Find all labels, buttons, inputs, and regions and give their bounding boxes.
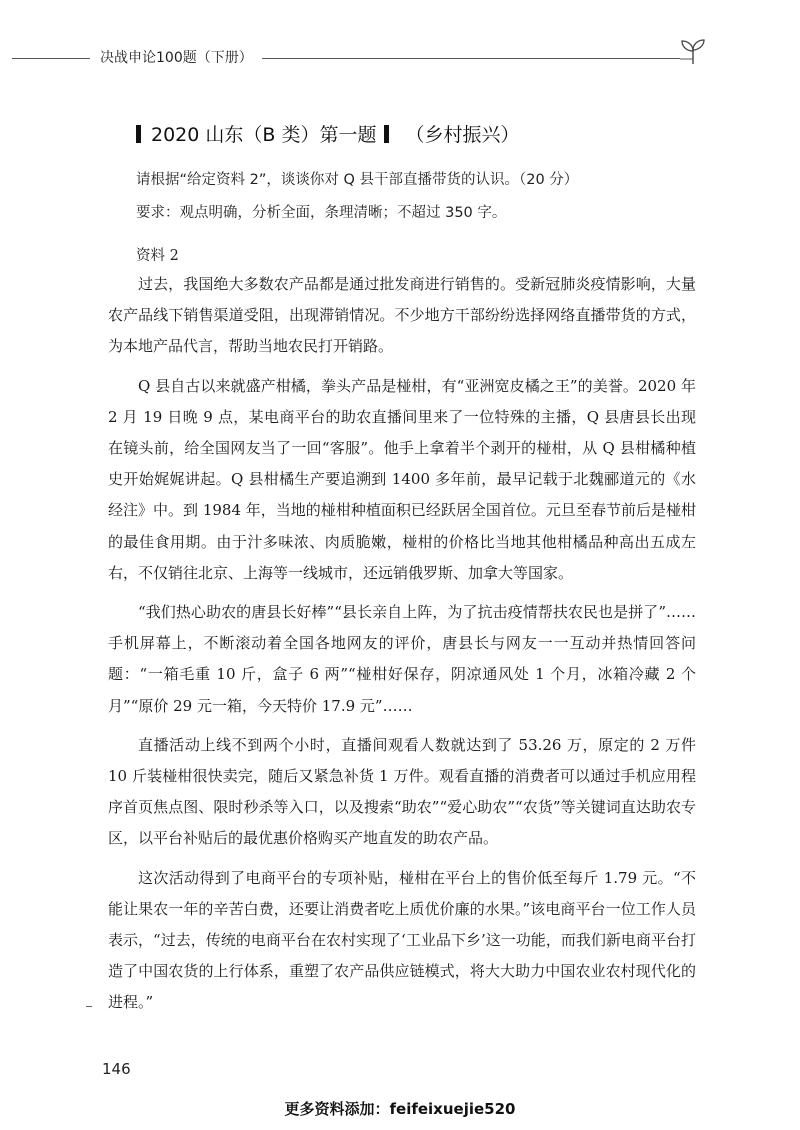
question-prompt: 请根据“给定资料 2”，谈谈你对 Q 县干部直播带货的认识。（20 分） bbox=[136, 172, 579, 188]
footer-note: 更多资料添加：feifeixuejie520 bbox=[284, 1100, 516, 1118]
book-title: 决战申论100题（下册） bbox=[100, 50, 253, 66]
section-title: 2020 山东（B 类）第一题 bbox=[151, 124, 377, 146]
question-requirement: 要求：观点明确，分析全面，条理清晰；不超过 350 字。 bbox=[136, 205, 507, 221]
sprout-icon bbox=[678, 36, 708, 66]
heading-bar-left bbox=[136, 125, 141, 143]
material-paragraph-5: 这次活动得到了电商平台的专项补贴，椪柑在平台上的售价低至每斤 1.79 元。“不能让果农一年的辛苦白费，还要让消费者吃上质优价廉的水果。”该电商平台一位工作人员表示，“过去，传统的电商平台在农村实现了‘工业品下乡’这一功能，而我们新电商平台打造了中国农货的上行体系，重塑了农产品供应链模式，将大大助力中国农业农村现代化的进程。” bbox=[108, 868, 696, 1012]
page-number: 146 bbox=[102, 1060, 131, 1078]
heading-bar-mid bbox=[384, 125, 389, 143]
header-rule-left bbox=[12, 58, 90, 59]
material-paragraph-1: 过去，我国绝大多数农产品都是通过批发商进行销售的。受新冠肺炎疫情影响，大量农产品线下销售渠道受阻，出现滞销情况。不少地方干部纷纷选择网络直播带货的方式，为本地产品代言，帮助当地农民打开销路。 bbox=[108, 275, 696, 356]
running-header bbox=[0, 36, 800, 76]
material-paragraph-4: 直播活动上线不到两个小时，直播间观看人数就达到了 53.26 万，原定的 2 万件 10 斤装椪柑很快卖完，随后又紧急补货 1 万件。观看直播的消费者可以通过手机应用程序首页焦点图、限时秒杀等入口，以及搜索“助农”“爱心助农”“农货”等关键词直达助农专区，以平台补贴后的最优惠价格购买产地直发的助农产品。 bbox=[108, 735, 696, 848]
section-topic: （乡村振兴） bbox=[405, 124, 520, 146]
material-paragraph-3: “我们热心助农的唐县长好棒”“县长亲自上阵，为了抗击疫情帮扶农民也是拼了”……手机屏幕上，不断滚动着全国各地网友的评价，唐县长与网友一一互动并热情回答问题：“一箱毛重 10 斤，盒子 6 两”“椪柑好保存，阴凉通风处 1 个月，冰箱冷藏 2 个月”“原价 29 元一箱，今天特价 17.9 元”…… bbox=[108, 603, 696, 715]
header-rule-right bbox=[262, 58, 680, 59]
material-body bbox=[108, 269, 696, 1027]
material-paragraph-2: Q 县自古以来就盛产柑橘，拳头产品是椪柑，有“亚洲宽皮橘之王”的美誉。2020 年 2 月 19 日晚 9 点，某电商平台的助农直播间里来了一位特殊的主播，Q 县唐县长出现在镜头前，给全国网友当了一回“客服”。他手上拿着半个剥开的椪柑，从 Q 县柑橘种植史开始娓娓讲起。Q 县柑橘生产要追溯到 1400 多年前，最早记载于北魏郦道元的《水经注》中。到 1984 年，当地的椪柑种植面积已经跃居全国首位。元旦至春节前后是椪柑的最佳食用期。由于汁多味浓、肉质脆嫩，椪柑的价格比当地其他柑橘品种高出五成左右，不仅销往北京、上海等一线城市，还远销俄罗斯、加拿大等国家。 bbox=[108, 376, 696, 582]
section-heading bbox=[136, 120, 519, 147]
margin-mark bbox=[86, 1006, 92, 1007]
material-label: 资料 2 bbox=[136, 248, 179, 264]
